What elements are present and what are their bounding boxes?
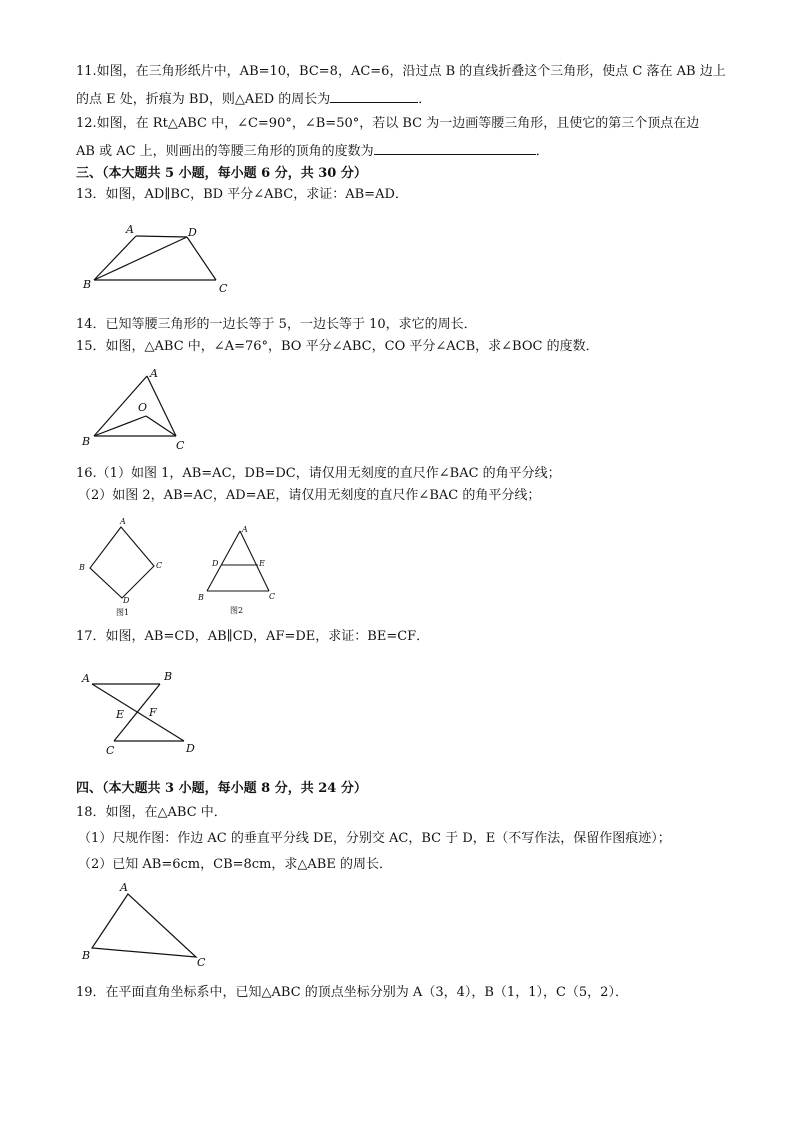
label-b: B (198, 593, 204, 602)
figure-17 (78, 666, 208, 762)
label-b: B (83, 278, 92, 291)
section-3-heading: 三、（本大题共 5 小题，每小题 6 分，共 30 分） (76, 166, 367, 181)
figure-caption-1: 图1 (116, 608, 130, 617)
problem-12-text: AB 或 AC 上，则画出的等腰三角形的顶角的度数为 (76, 144, 374, 159)
segment-bd (94, 237, 187, 280)
figure-caption-2: 图2 (230, 606, 244, 615)
triangle-abc (92, 894, 196, 957)
label-b: B (79, 563, 85, 572)
figure-15 (80, 366, 200, 452)
problem-18-stem: 18．如图，在△ABC 中． (76, 805, 227, 820)
label-c: C (156, 561, 163, 570)
segment-ad (136, 236, 187, 237)
problem-16-part2: （2）如图 2，AB=AC，AD=AE，请仅用无刻度的直尺作∠BAC 的角平分线； (78, 488, 541, 503)
problem-12-line2 (76, 141, 549, 161)
label-f: F (149, 706, 157, 719)
problem-16-part1: 16.（1）如图 1，AB=AC，DB=DC，请仅用无刻度的直尺作∠BAC 的角平分线； (76, 466, 561, 481)
label-o: O (138, 401, 148, 414)
label-c: C (219, 282, 228, 295)
problem-14: 14．已知等腰三角形的一边长等于 5，一边长等于 10，求它的周长． (76, 317, 477, 332)
label-a: A (150, 367, 158, 380)
problem-13: 13．如图，AD∥BC，BD 平分∠ABC，求证：AB=AD． (76, 187, 408, 202)
label-b: B (164, 670, 173, 683)
problem-11-line1: 11.如图，在三角形纸片中，AB=10，BC=8，AC=6，沿过点 B 的直线折叠这个三角形，使点 C 落在 AB 边上 (76, 64, 726, 79)
label-a: A (242, 525, 248, 534)
answer-blank-11[interactable] (330, 89, 418, 103)
label-c: C (269, 592, 276, 601)
problem-12-line1: 12.如图，在 Rt△ABC 中，∠C=90°，∠B=50°，若以 BC 为一边画等腰三角形，且使它的第三个顶点在边 (76, 116, 700, 131)
problem-18-part2: （2）已知 AB=6cm，CB=8cm，求△ABE 的周长． (78, 857, 392, 872)
problem-19: 19．在平面直角坐标系中，已知△ABC 的顶点坐标分别为 A（3，4），B（1，1），C（5，2）． (76, 985, 628, 1000)
label-c: C (106, 744, 115, 757)
answer-blank-12[interactable] (374, 141, 536, 155)
label-b: B (82, 435, 91, 448)
label-c: C (176, 439, 185, 452)
figure-18 (78, 880, 218, 970)
problem-17: 17．如图，AB=CD，AB∥CD，AF=DE，求证：BE=CF． (76, 629, 430, 644)
figure-16-1 (76, 514, 176, 620)
label-d: D (212, 559, 219, 568)
label-c: C (197, 956, 206, 969)
quadrilateral-abdc (90, 527, 154, 598)
segment-dc (187, 237, 216, 280)
figure-13 (80, 222, 240, 294)
problem-12-end: ． (535, 144, 549, 159)
problem-11-line2 (76, 89, 431, 109)
problem-15: 15．如图，△ABC 中，∠A=76°，BO 平分∠ABC，CO 平分∠ACB，求∠BOC 的度数． (76, 339, 599, 354)
label-e: E (116, 708, 125, 721)
segment-ad (92, 684, 184, 741)
problem-18-part1: （1）尺规作图：作边 AC 的垂直平分线 DE，分别交 AC，BC 于 D，E（不写作法，保留作图痕迹）； (78, 831, 671, 846)
label-d: D (188, 226, 197, 239)
label-a: A (82, 672, 90, 685)
segment-bo (94, 416, 146, 436)
problem-11-text: 的点 E 处，折痕为 BD，则△AED 的周长为 (76, 92, 331, 107)
figure-16-2 (195, 522, 285, 620)
label-a: A (120, 881, 128, 894)
label-a: A (120, 517, 126, 526)
label-a: A (126, 223, 134, 236)
label-d: D (123, 596, 130, 605)
label-e: E (259, 559, 265, 568)
label-d: D (186, 742, 195, 755)
section-4-heading: 四、（本大题共 3 小题，每小题 8 分，共 24 分） (76, 781, 367, 796)
segment-ab (94, 236, 136, 280)
problem-11-end: ． (418, 92, 432, 107)
label-b: B (82, 949, 91, 962)
